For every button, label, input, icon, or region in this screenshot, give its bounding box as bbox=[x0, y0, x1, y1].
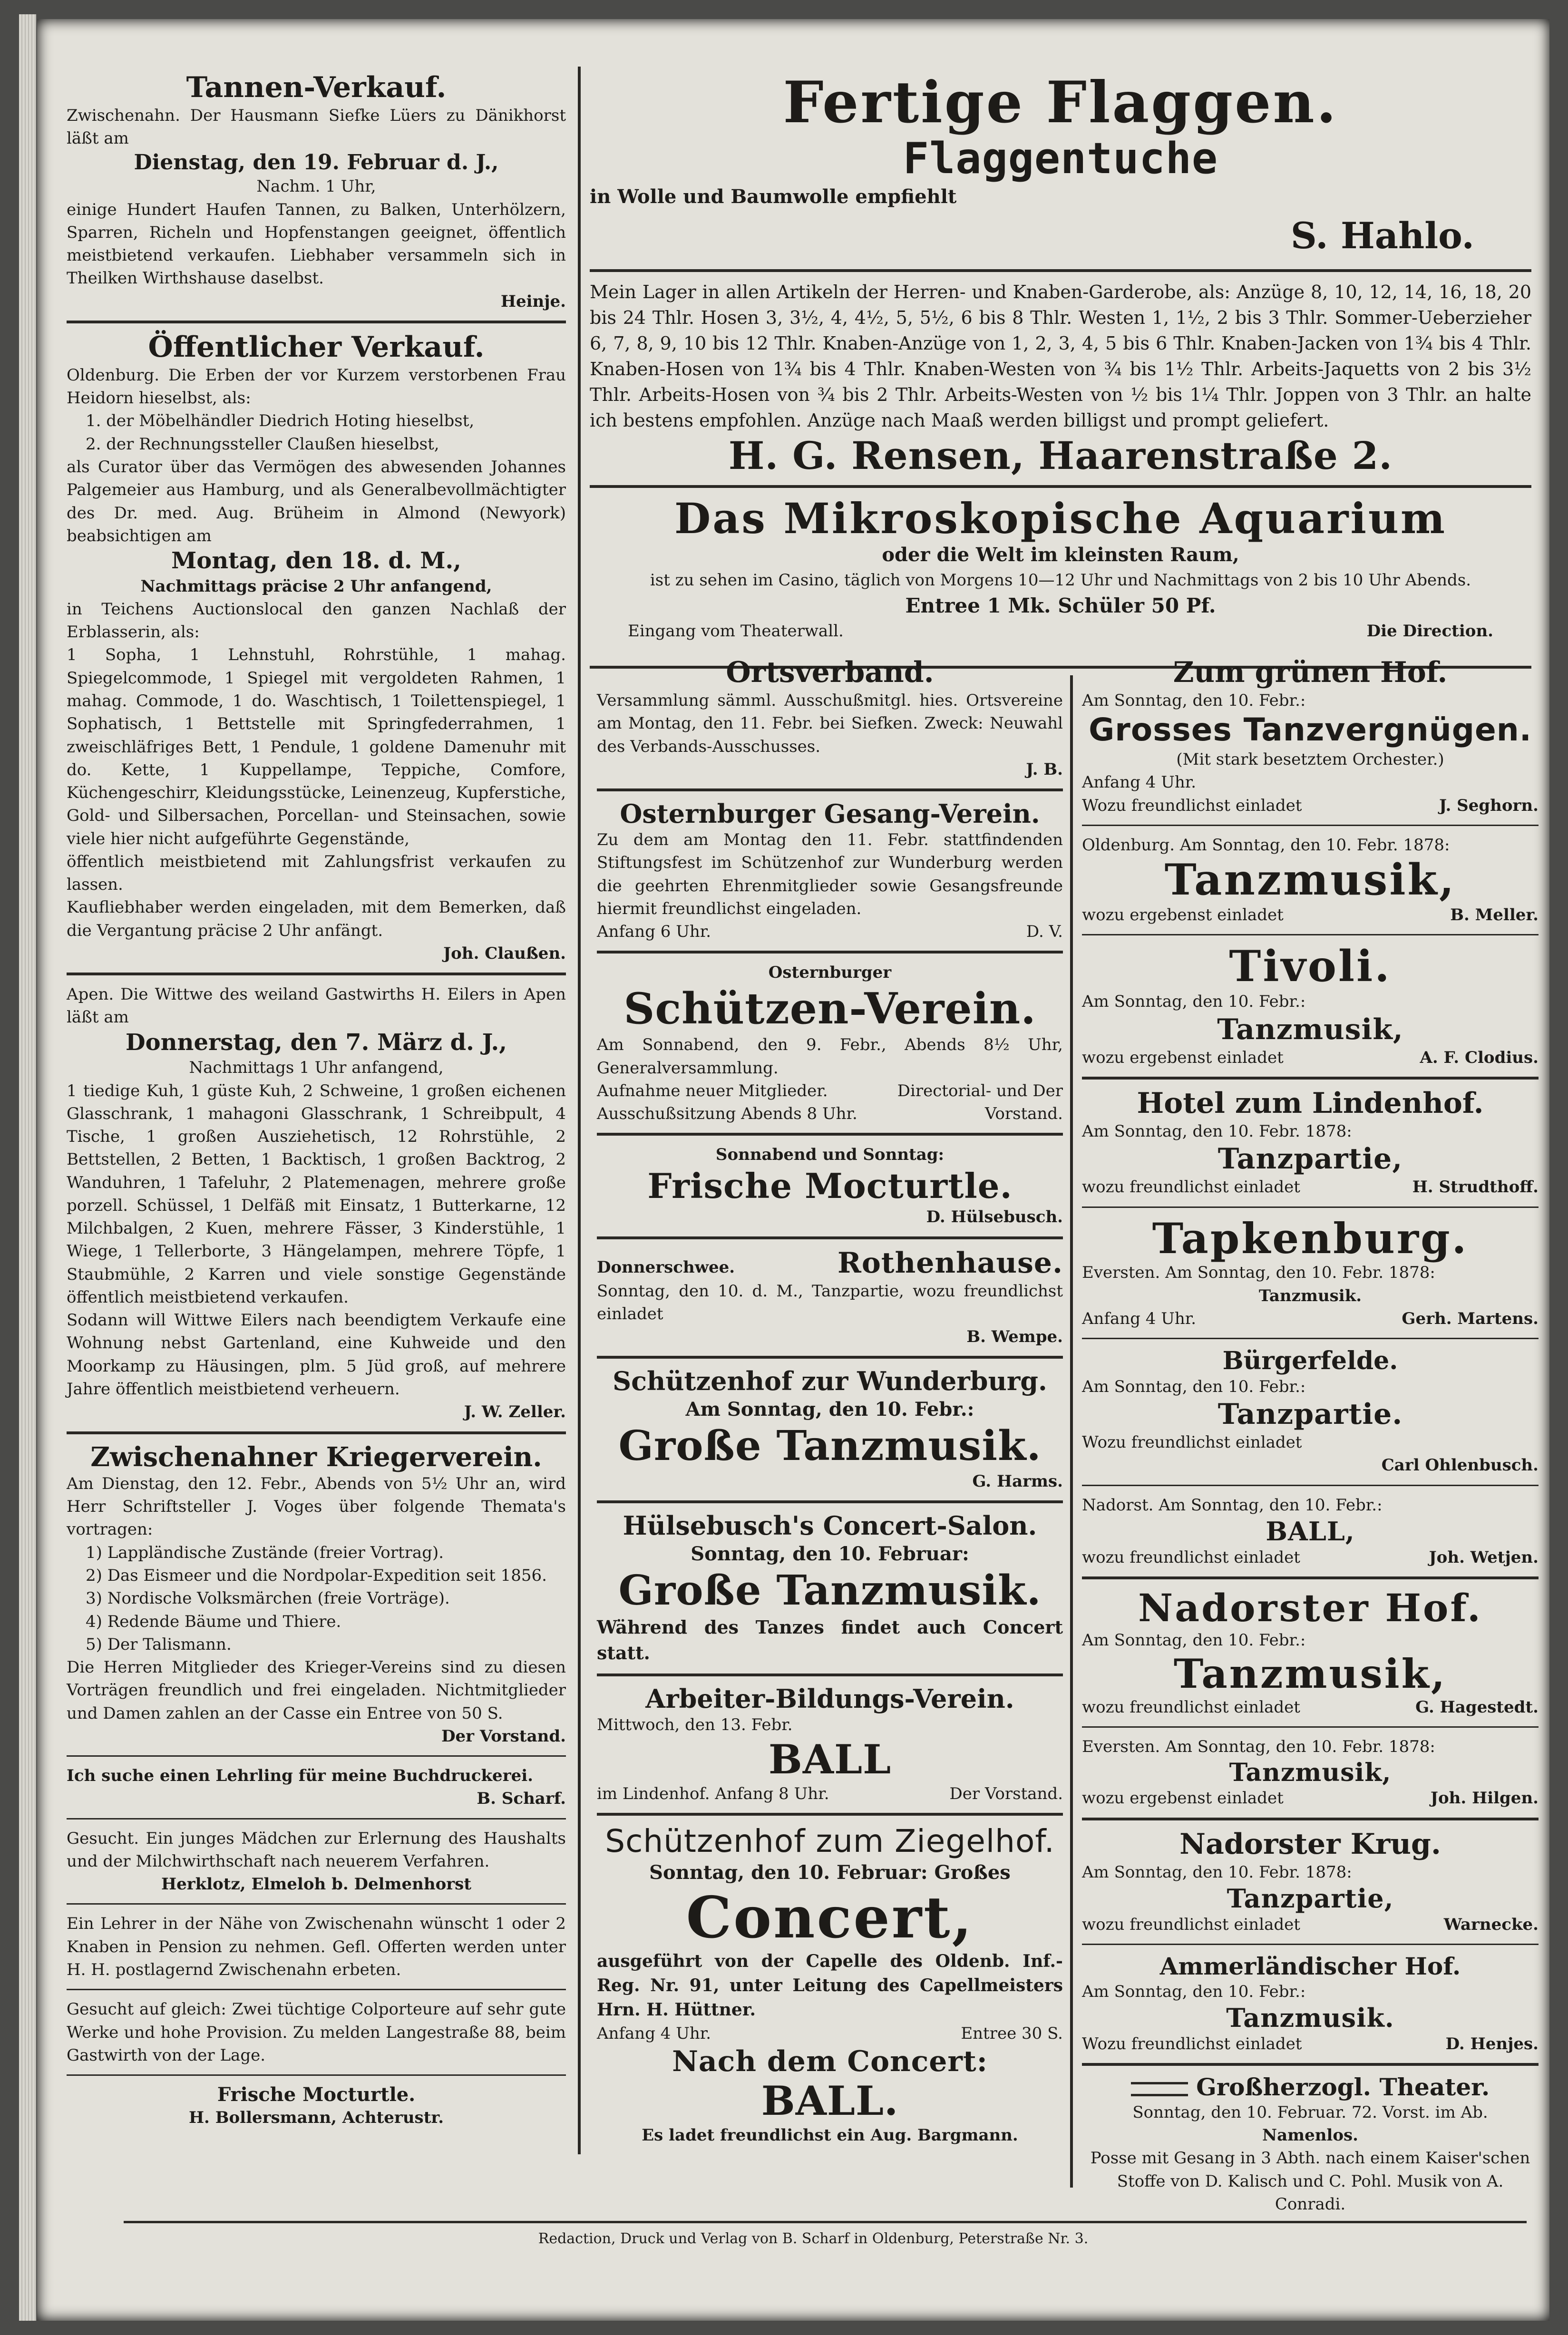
ad-signature: Der Vorstand. bbox=[441, 1726, 566, 1746]
ad-text: Sonntag, den 10. d. M., Tanzpartie, wozu freundlichst einladet bbox=[597, 1281, 1063, 1323]
ad-title: Ortsverband. bbox=[726, 656, 934, 689]
ad-title: Nadorster Krug. bbox=[1179, 1827, 1441, 1861]
ad-signature: Joh. Claußen. bbox=[443, 944, 566, 963]
ad-apen bbox=[67, 983, 566, 1423]
ornament-icon bbox=[1131, 2082, 1188, 2096]
ad-text: Versammlung sämml. Ausschußmitgl. hies. Ortsvereine am Montag, den 11. Febr. bei Siefken. Zweck: Neuwahl des Verbands-Ausschusses. bbox=[597, 691, 1063, 756]
divider bbox=[597, 1500, 1063, 1503]
ad-headline: Große Tanzmusik. bbox=[618, 1566, 1042, 1615]
ad-signature: G. Hagestedt. bbox=[1415, 1698, 1539, 1717]
ad-wunderburg bbox=[597, 1366, 1063, 1493]
ad-flaggen bbox=[590, 71, 1531, 262]
ad-footer-row bbox=[1082, 1046, 1539, 1069]
ad-note: (Mit stark besetztem Orchester.) bbox=[1176, 750, 1444, 769]
ad-nadorster-hof bbox=[1082, 1587, 1539, 1719]
divider bbox=[1082, 1726, 1539, 1728]
ad-signature: J. W. Zeller. bbox=[464, 1402, 566, 1422]
column-3 bbox=[597, 656, 1063, 2178]
ad-signature: Joh. Hilgen. bbox=[1430, 1789, 1539, 1808]
ad-text: Ein Lehrer in der Nähe von Zwischenahn wünscht 1 oder 2 Knaben in Pension zu nehmen. Gefl. Offerten werden unter H. H. postlagernd Zwischenahn erbeten. bbox=[67, 1914, 566, 1979]
ad-date: Dienstag, den 19. Februar d. J., bbox=[134, 150, 499, 175]
ad-signature: H. Strudthoff. bbox=[1412, 1177, 1539, 1197]
ad-lehrer bbox=[67, 1912, 566, 1981]
ad-subtitle: Flaggentuche bbox=[903, 134, 1218, 184]
divider bbox=[1082, 2063, 1539, 2066]
divider bbox=[597, 788, 1063, 791]
ad-meller bbox=[1082, 834, 1539, 927]
ad-gruener-hof bbox=[1082, 656, 1539, 817]
divider bbox=[1082, 1077, 1539, 1080]
ad-tivoli bbox=[1082, 943, 1539, 1069]
ad-title: Ammerländischer Hof. bbox=[1159, 1952, 1461, 1981]
ad-signature: Es ladet freundlichst ein Aug. Bargmann. bbox=[642, 2126, 1018, 2145]
ad-footer-row bbox=[1082, 2033, 1539, 2055]
ad-aquarium bbox=[590, 493, 1531, 643]
divider bbox=[67, 1989, 566, 1990]
ad-text: Sonntag, den 10. Februar. 72. Vorst. im Ab. bbox=[1132, 2102, 1488, 2122]
ad-signature: D. Hülsebusch. bbox=[926, 1207, 1063, 1227]
ad-title: Hülsebusch's Concert-Salon. bbox=[623, 1510, 1037, 1541]
ad-title: Hotel zum Lindenhof. bbox=[1137, 1087, 1484, 1120]
ad-signature: Heinje. bbox=[500, 292, 566, 311]
ad-signature: J. Seghorn. bbox=[1439, 796, 1539, 815]
ad-time: Nachmittags präcise 2 Uhr anfangend, bbox=[140, 576, 492, 596]
ad-lindenhof bbox=[1082, 1087, 1539, 1199]
column-rule bbox=[578, 67, 581, 2154]
ad-text: Zwischenahn. Der Hausmann Siefke Lüers zu Dänikhorst läßt am bbox=[67, 106, 566, 148]
ad-signature: G. Harms. bbox=[972, 1472, 1063, 1491]
ad-footer-row bbox=[1082, 1307, 1539, 1330]
ad-signature: B. Scharf. bbox=[477, 1789, 566, 1809]
ad-subtitle: Am Sonntag, den 10. Febr. 1878: bbox=[1082, 1862, 1352, 1882]
ad-subtitle: oder die Welt im kleinsten Raum, bbox=[882, 543, 1239, 566]
divider bbox=[597, 1133, 1063, 1136]
ad-title: Schützen-Verein. bbox=[623, 983, 1036, 1034]
ad-pretitle: Nadorst. Am Sonntag, den 10. Febr.: bbox=[1082, 1495, 1383, 1515]
divider bbox=[590, 485, 1531, 488]
ad-text: wozu freundlichst einladet bbox=[1082, 1698, 1300, 1717]
ad-title: Tannen-Verkauf. bbox=[186, 71, 447, 104]
divider bbox=[67, 1431, 566, 1434]
ad-headline: BALL, bbox=[1266, 1516, 1355, 1547]
divider bbox=[597, 1236, 1063, 1239]
ad-headline: Grosses Tanzvergnügen. bbox=[1089, 711, 1532, 749]
divider bbox=[1082, 1818, 1539, 1820]
ad-headline: BALL. bbox=[761, 2077, 899, 2124]
ad-rothenhause bbox=[597, 1247, 1063, 1349]
ad-title: Tapkenburg. bbox=[1152, 1213, 1469, 1263]
ad-footer-row bbox=[597, 1080, 1063, 1126]
ad-subtitle: Am Sonntag, den 10. Febr.: bbox=[1082, 1377, 1306, 1396]
ad-headline: Tanzmusik. bbox=[1258, 1286, 1362, 1305]
ad-signature: B. Meller. bbox=[1450, 905, 1539, 925]
ad-footer-row bbox=[1082, 904, 1539, 926]
ad-title: Schützenhof zum Ziegelhof. bbox=[605, 1823, 1055, 1860]
ad-text: Apen. Die Wittwe des weiland Gastwirths H. Eilers in Apen läßt am bbox=[67, 985, 566, 1027]
ad-signature: S. Hahlo. bbox=[1290, 214, 1474, 257]
ad-footer-row bbox=[1082, 1176, 1539, 1198]
ad-text: 1 Sopha, 1 Lehnstuhl, Rohrstühle, 1 mahag. Spiegelcommode, 1 Spiegel mit vergoldeten Rahmen, 1 mahag. Commode, 1 do. Waschtisch, 1 Toilettenspiegel, 1 Sophatisch, 1 Bettstelle mit Springfederrahmen, 1 zweischläfriges Bett, 1 Pendule, 1 goldene Damenuhr mit do. Kette, 1 Kuppellampe, Teppiche, Comfore, Küchengeschirr, Kleidungsstücke, Leinenzeug, Kupferstiche, Gold- und Silbersachen, Porcellan- und Steinsachen, sowie viele hier nicht aufgeführte Gegenstände, bbox=[67, 645, 566, 848]
ad-headline: Große Tanzmusik. bbox=[618, 1422, 1042, 1470]
ad-text: ausgeführt von der Capelle des Oldenb. Inf.-Reg. Nr. 91, unter Leitung des Capellmeisters Hrn. H. Hüttner. bbox=[597, 1951, 1063, 2020]
ad-headline: Tanzmusik, bbox=[1173, 1650, 1447, 1697]
column-rule bbox=[1070, 675, 1073, 2188]
divider bbox=[67, 1755, 566, 1757]
ad-title: Zwischenahner Kriegerverein. bbox=[90, 1441, 542, 1473]
ad-subtitle: Sonntag, den 10. Februar: Großes bbox=[649, 1861, 1011, 1884]
ad-subtitle: Am Sonntag, den 10. Febr. 1878: bbox=[1082, 1122, 1352, 1141]
divider bbox=[1082, 1576, 1539, 1579]
ad-title: Fertige Flaggen. bbox=[783, 69, 1338, 136]
divider bbox=[597, 1673, 1063, 1676]
ad-list-item: 2) Das Eismeer und die Nordpolar-Expedition seit 1856. bbox=[86, 1566, 547, 1585]
ad-headline: Tanzpartie, bbox=[1227, 1883, 1394, 1914]
ad-headline: Tanzmusik, bbox=[1164, 855, 1456, 905]
ad-headline: Tanzpartie. bbox=[1217, 1398, 1403, 1431]
ad-arbeiter-bildungs-verein bbox=[597, 1684, 1063, 1805]
ad-subtitle: Eversten. Am Sonntag, den 10. Febr. 1878: bbox=[1082, 1263, 1435, 1283]
ad-title-row bbox=[597, 1247, 1063, 1280]
ad-signature: Der Vorstand. bbox=[949, 1784, 1063, 1804]
ad-text: wozu ergebenst einladet bbox=[1082, 1789, 1284, 1808]
ad-text: Wozu freundlichst einladet bbox=[1082, 1433, 1302, 1452]
ad-eversten-hilgen bbox=[1082, 1735, 1539, 1810]
ad-text: Wozu freundlichst einladet bbox=[1082, 2034, 1302, 2054]
divider bbox=[597, 1356, 1063, 1359]
ad-text: Gesucht auf gleich: Zwei tüchtige Colporteure auf sehr gute Werke und hohe Provision. Zu melden Langestraße 88, beim Gastwirth von der Lage. bbox=[67, 2000, 566, 2065]
ad-subtitle: Am Sonntag, den 10. Febr.: bbox=[685, 1398, 974, 1420]
divider bbox=[1082, 1485, 1539, 1486]
ad-date: Donnerstag, den 7. März d. J., bbox=[126, 1029, 507, 1056]
ad-text: im Lindenhof. Anfang 8 Uhr. bbox=[597, 1784, 829, 1804]
ad-text: Oldenburg. Die Erben der vor Kurzem verstorbenen Frau Heidorn hieselbst, als: bbox=[67, 365, 566, 408]
ad-footer-row bbox=[1082, 1787, 1539, 1810]
ad-date: Montag, den 18. d. M., bbox=[171, 547, 461, 574]
ad-text: Zu dem am Montag den 11. Febr. stattfindenden Stiftungsfest im Schützenhof zur Wunderburg werden die geehrten Ehrenmitglieder sowie Gesangsfreunde hiermit freundlichst eingeladen. bbox=[597, 830, 1063, 918]
ad-signature: H. G. Rensen, Haarenstraße 2. bbox=[728, 433, 1393, 478]
ad-text: Ich suche einen Lehrling für meine Buchdruckerei. bbox=[67, 1766, 533, 1786]
ad-kriegerverein bbox=[67, 1442, 566, 1748]
ad-text: Posse mit Gesang in 3 Abth. nach einem Kaiser'schen Stoffe von D. Kalisch und C. Pohl. Musik von A. Conradi. bbox=[1090, 2149, 1530, 2214]
ad-title bbox=[1082, 2073, 1539, 2101]
ad-mocturtle-huelsebusch bbox=[597, 1143, 1063, 1228]
ad-concert-salon bbox=[597, 1511, 1063, 1666]
ad-nadorster-krug bbox=[1082, 1828, 1539, 1936]
ad-headline: BALL bbox=[768, 1735, 892, 1783]
ad-subheadline: Nach dem Concert: bbox=[672, 2044, 988, 2078]
ad-text: Eingang vom Theaterwall. bbox=[628, 622, 844, 641]
ad-signature: Warnecke. bbox=[1443, 1915, 1539, 1934]
divider bbox=[67, 321, 566, 323]
ad-text: Kaufliebhaber werden eingeladen, mit dem Bemerken, daß die Vergantung präcise 2 Uhr anfängt. bbox=[67, 898, 566, 940]
ad-text: öffentlich meistbietend mit Zahlungsfrist verkaufen zu lassen. bbox=[67, 852, 566, 895]
ad-tannen-verkauf bbox=[67, 71, 566, 313]
ad-signature: Directorial- und Der Vorstand. bbox=[897, 1081, 1063, 1124]
ad-list-item: 5) Der Talismann. bbox=[86, 1634, 232, 1654]
divider bbox=[590, 269, 1531, 272]
divider bbox=[67, 2074, 566, 2076]
ad-text: Am Dienstag, den 12. Febr., Abends von 5½ Uhr an, wird Herr Schriftsteller J. Voges über folgende Themata's vortragen: bbox=[67, 1474, 566, 1539]
ad-text: Anfang 6 Uhr. bbox=[597, 922, 711, 942]
ad-signature: Carl Ohlenbusch. bbox=[1381, 1456, 1539, 1475]
ad-pretitle: Oldenburg. Am Sonntag, den 10. Febr. 1878: bbox=[1082, 835, 1450, 855]
ad-list-item: 4) Redende Bäume und Thiere. bbox=[86, 1612, 341, 1631]
ad-gesang-verein bbox=[597, 799, 1063, 943]
ad-title: Osternburger Gesang-Verein. bbox=[620, 798, 1040, 829]
ad-signature: H. Bollersmann, Achterustr. bbox=[188, 2108, 444, 2128]
divider bbox=[1082, 1944, 1539, 1945]
ad-title: Bürgerfelde. bbox=[1222, 1346, 1398, 1376]
ad-title: Schützenhof zur Wunderburg. bbox=[613, 1366, 1047, 1397]
page-edge bbox=[19, 14, 36, 2321]
ad-footer-row bbox=[597, 1782, 1063, 1805]
ad-entree: Entree 1 Mk. Schüler 50 Pf. bbox=[905, 593, 1216, 617]
ad-text: in Wolle und Baumwolle empfiehlt bbox=[590, 185, 957, 208]
ad-subtitle: Am Sonntag, den 10. Febr.: bbox=[1082, 1631, 1306, 1650]
ad-text: ist zu sehen im Casino, täglich von Morgens 10—12 Uhr und Nachmittags von 2 bis 10 Uhr Abends. bbox=[650, 570, 1471, 590]
ad-headline: Concert, bbox=[686, 1884, 974, 1952]
ad-text: als Curator über das Vermögen des abwesenden Johannes Palgemeier aus Hamburg, und als Generalbevollmächtigter des Dr. med. Aug. Brüheim in Almond (Newyork) beabsichtigen am bbox=[67, 457, 566, 545]
ad-signature: D. Henjes. bbox=[1445, 2034, 1539, 2054]
ad-text: Anfang 4 Uhr. bbox=[1082, 773, 1197, 792]
ad-ortsverband bbox=[597, 656, 1063, 781]
ad-title-text: Großherzogl. Theater. bbox=[1196, 2073, 1490, 2102]
ad-nadorst-ball bbox=[1082, 1494, 1539, 1569]
ad-title: Arbeiter-Bildungs-Verein. bbox=[645, 1683, 1014, 1714]
ad-oeffentlicher-verkauf bbox=[67, 331, 566, 965]
ad-text: wozu ergebenst einladet bbox=[1082, 905, 1284, 925]
column-4 bbox=[1082, 656, 1539, 2214]
ad-text: wozu freundlichst einladet bbox=[1082, 1915, 1300, 1934]
ad-title: Öffentlicher Verkauf. bbox=[148, 330, 485, 364]
divider bbox=[1082, 825, 1539, 826]
ad-headline: Tanzmusik, bbox=[1217, 1012, 1403, 1046]
ad-footer-row bbox=[590, 620, 1531, 642]
ad-subtitle: Am Sonntag, den 10. Febr.: bbox=[1082, 992, 1306, 1012]
ad-list-item: 3) Nordische Volksmärchen (freie Vorträge). bbox=[86, 1589, 450, 1608]
ad-mocturtle bbox=[67, 2083, 566, 2129]
ad-gesucht bbox=[67, 1827, 566, 1896]
ad-subtitle: Sonntag, den 10. Februar: bbox=[691, 1542, 969, 1565]
ad-footer-row bbox=[1082, 1546, 1539, 1569]
column-2-top bbox=[590, 71, 1531, 692]
ad-colporteure bbox=[67, 1998, 566, 2067]
ad-footer-row bbox=[597, 920, 1063, 943]
ad-text: einige Hundert Haufen Tannen, zu Balken, Unterhölzern, Sparren, Richeln und Hopfenstangen geeignet, öffentlich meistbietend verkaufen. Liebhaber versammeln sich in Theilken Wirthshause daselbst. bbox=[67, 200, 566, 288]
ad-garderobe bbox=[590, 280, 1531, 477]
ad-time: Nachmittags 1 Uhr anfangend, bbox=[189, 1058, 444, 1078]
ad-text: Am Sonnabend, den 9. Febr., Abends 8½ Uhr, Generalversammlung. bbox=[597, 1035, 1063, 1078]
ad-text: wozu freundlichst einladet bbox=[1082, 1548, 1300, 1567]
divider bbox=[1082, 1338, 1539, 1339]
ad-pretitle: Sonnabend und Sonntag: bbox=[715, 1145, 945, 1165]
divider bbox=[67, 1818, 566, 1819]
ad-headline: Namenlos. bbox=[1262, 2126, 1358, 2145]
ad-list-item: 1. der Möbelhändler Diedrich Hoting hieselbst, bbox=[86, 411, 475, 431]
ad-text: in Teichens Auctionslocal den ganzen Nachlaß der Erblasserin, als: bbox=[67, 599, 566, 642]
ad-tapkenburg bbox=[1082, 1213, 1539, 1331]
ad-headline: Tanzmusik, bbox=[1229, 1758, 1392, 1787]
ad-text: 1 tiedige Kuh, 1 güste Kuh, 2 Schweine, 1 großen eichenen Glasschrank, 1 mahagoni Glasschrank, 1 Schreibpult, 4 Tische, 1 großen Ausziehetisch, 12 Rohrstühle, 2 Bettstellen, 2 Betten, 1 Backtisch, 1 großen Backtrog, 2 Wanduhren, 1 Tafeluhr, 2 Platemenagen, mehrere große porzell. Schüssel, 1 Delfäß mit Einsatz, 1 Butterkarne, 12 Milchbalgen, 2 Kuen, mehrere Fässer, 3 Kinderstühle, 1 Wiege, 1 Tellerborte, 3 Hängelampen, mehrere Töpfe, 1 Staubmühle, 2 Karren und viele sonstige Gegenstände öffentlich meistbietend verkaufen. bbox=[67, 1081, 566, 1307]
ad-subtitle: Mittwoch, den 13. Febr. bbox=[597, 1715, 793, 1735]
ad-subtitle: Am Sonntag, den 10. Febr.: bbox=[1082, 1982, 1306, 2001]
ad-headline: Tanzpartie, bbox=[1217, 1142, 1403, 1176]
ad-text: wozu freundlichst einladet bbox=[1082, 1177, 1300, 1197]
ad-title: Rothenhause. bbox=[838, 1246, 1063, 1280]
column-1 bbox=[67, 71, 566, 2178]
ad-list-item: 2. der Rechnungssteller Claußen hieselbst, bbox=[86, 434, 439, 454]
ad-footer-row bbox=[1082, 794, 1539, 817]
ad-footer-row bbox=[597, 2022, 1063, 2045]
ad-list-item: 1) Lappländische Zustände (freier Vortrag). bbox=[86, 1543, 444, 1562]
ad-headline: Tanzmusik. bbox=[1226, 2003, 1394, 2033]
ad-subtitle: Am Sonntag, den 10. Febr.: bbox=[1082, 691, 1306, 710]
ad-title: Frische Mocturtle. bbox=[647, 1165, 1013, 1206]
ad-time: Nachm. 1 Uhr, bbox=[256, 177, 376, 196]
ad-signature: Herklotz, Elmeloh b. Delmenhorst bbox=[161, 1875, 472, 1894]
ad-pretitle: Donnerschwee. bbox=[597, 1257, 735, 1277]
ad-footer-row bbox=[1082, 1913, 1539, 1936]
ad-signature: A. F. Clodius. bbox=[1420, 1048, 1539, 1067]
ad-buergerfelde bbox=[1082, 1347, 1539, 1477]
ad-lehrling bbox=[67, 1764, 566, 1810]
ad-signature: D. V. bbox=[1026, 922, 1063, 942]
divider bbox=[67, 973, 566, 975]
ad-text: Aufnahme neuer Mitglieder. Ausschußsitzung Abends 8 Uhr. bbox=[597, 1081, 857, 1124]
ad-theater bbox=[1082, 2073, 1539, 2216]
ad-text: Sodann will Wittwe Eilers nach beendigtem Verkaufe eine Wohnung nebst Gartenland, eine Kuhweide und den Moorkamp zu Häusingen, plm. 5 Jüd groß, auf mehrere Jahre öffentlich meistbietend verheuern. bbox=[67, 1311, 566, 1399]
ad-title: Frische Mocturtle. bbox=[217, 2083, 416, 2106]
ad-title: Tivoli. bbox=[1229, 941, 1392, 992]
ad-signature: Die Direction. bbox=[1366, 622, 1493, 641]
ad-signature: J. B. bbox=[1026, 759, 1063, 779]
bottom-rule bbox=[124, 2221, 1527, 2223]
ad-text: Gesucht. Ein junges Mädchen zur Erlernung des Haushalts und der Milchwirthschaft nach neuerem Verfahren. bbox=[67, 1829, 566, 1871]
ad-text: Die Herren Mitglieder des Krieger-Vereins sind zu diesen Vorträgen freundlich und frei eingeladen. Nichtmitglieder und Damen zahlen an der Casse ein Entree von 50 S. bbox=[67, 1658, 566, 1723]
ad-text: wozu ergebenst einladet bbox=[1082, 1048, 1284, 1067]
ad-title: Das Mikroskopische Aquarium bbox=[674, 493, 1447, 543]
ad-footer-row bbox=[1082, 1696, 1539, 1719]
divider bbox=[67, 1903, 566, 1905]
ad-text: Entree 30 S. bbox=[961, 2024, 1063, 2043]
divider bbox=[1082, 1206, 1539, 1208]
ad-text: Während des Tanzes findet auch Concert statt. bbox=[597, 1616, 1063, 1664]
ad-title: Nadorster Hof. bbox=[1138, 1586, 1482, 1631]
ad-text: Mein Lager in allen Artikeln der Herren- und Knaben-Garderobe, als: Anzüge 8, 10, 12, 14, 16, 18, 20 bis 24 Thlr. Hosen 3, 3½, 4, 4½, 5, 5½, 6 bis 8 Thlr. Westen 1, 1½, 2 bis 3 Thlr. Sommer-Ueberzieher 6, 7, 8, 9, 10 bis 12 Thlr. Knaben-Anzüge von 1, 2, 3, 4, 5 bis 6 Thlr. Knaben-Jacken von 1¾ bis 4 Thlr. Knaben-Hosen von 1¾ bis 4 Thlr. Knaben-Westen von ¾ bis 1½ Thlr. Arbeits-Jaquetts von 2 bis 3½ Thlr. Arbeits-Hosen von ¾ bis 2 Thlr. Arbeits-Westen von ½ bis 1¼ Thlr. Joppen von 3 Thlr. an halte ich bestens empfohlen. Anzüge nach Maaß werden billigst und prompt geliefert. bbox=[590, 282, 1531, 431]
ad-ammerlaendischer-hof bbox=[1082, 1953, 1539, 2055]
ad-schuetzen-verein bbox=[597, 961, 1063, 1125]
divider bbox=[597, 951, 1063, 953]
ad-pretitle: Osternburger bbox=[768, 963, 892, 983]
divider bbox=[1082, 934, 1539, 935]
imprint: Redaction, Druck und Verlag von B. Scharf in Oldenburg, Peterstraße Nr. 3. bbox=[538, 2230, 1089, 2247]
ad-title: Zum grünen Hof. bbox=[1173, 656, 1448, 689]
ad-signature: B. Wempe. bbox=[966, 1327, 1063, 1347]
ad-text: Anfang 4 Uhr. bbox=[1082, 1309, 1197, 1328]
ad-text: Anfang 4 Uhr. bbox=[597, 2024, 711, 2043]
ad-signature: Joh. Wetjen. bbox=[1429, 1548, 1539, 1567]
ad-text: Wozu freundlichst einladet bbox=[1082, 796, 1302, 815]
ad-signature: Gerh. Martens. bbox=[1402, 1309, 1539, 1328]
ad-ziegelhof bbox=[597, 1823, 1063, 2147]
ad-pretitle: Eversten. Am Sonntag, den 10. Febr. 1878: bbox=[1082, 1737, 1435, 1757]
divider bbox=[597, 1813, 1063, 1816]
